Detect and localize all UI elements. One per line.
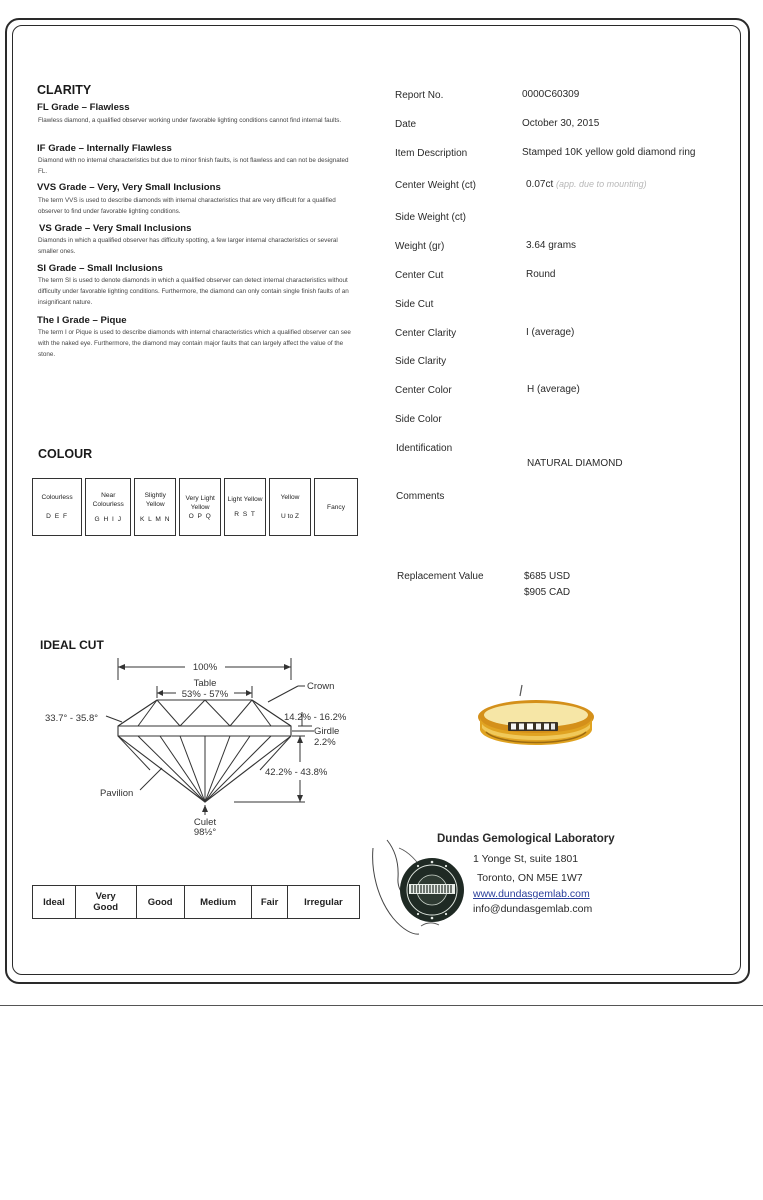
cut-cell-good: Good <box>136 886 184 919</box>
cut-cell-irregular: Irregular <box>287 886 359 919</box>
colour-scale-table <box>32 478 358 536</box>
identification-label: Identification <box>396 443 453 454</box>
side-color-label: Side Color <box>395 414 442 425</box>
diagram-table-range: 53% - 57% <box>181 689 229 700</box>
diagram-culet-value: 98½° <box>193 827 217 838</box>
colour-heading: COLOUR <box>38 447 93 461</box>
grade-vvs-title: VVS Grade – Very, Very Small Inclusions <box>37 182 221 193</box>
grade-if-title: IF Grade – Internally Flawless <box>37 143 172 154</box>
colour-cell-fancy: Fancy <box>315 479 358 536</box>
center-cut-value: Round <box>526 269 556 280</box>
replacement-value-usd: $685 USD <box>524 571 571 582</box>
grade-vs-text: Diamonds in which a qualified observer has difficulty spotting, a few larger internal characteristics or several smaller ones. <box>38 237 338 255</box>
grade-fl-title: FL Grade – Flawless <box>37 102 130 113</box>
grade-vvs-text: The term VVS is used to describe diamonds with internal characteristics that are very difficult for a qualified observer to find under favorable lighting conditions. <box>38 197 336 215</box>
lab-address-line2: Toronto, ON M5E 1W7 <box>477 872 583 884</box>
colour-cell-colourless: Colourless D E F <box>33 479 82 536</box>
diagram-pavilion-depth: 42.2% - 43.8% <box>265 767 328 778</box>
ideal-cut-heading: IDEAL CUT <box>40 638 104 652</box>
cut-cell-very-good: Very Good <box>75 886 136 919</box>
colour-cell-yellow: Yellow U to Z <box>270 479 311 536</box>
center-clarity-value: I (average) <box>526 327 575 338</box>
grade-si-title: SI Grade – Small Inclusions <box>37 263 163 274</box>
grade-i-text: The term I or Pique is used to describe diamonds with internal characteristics which a qualified observer can see with the naked eye. Furthermore, the diamond may contain major faults that can largely affect the value of the stone. <box>38 329 351 358</box>
clarity-heading: CLARITY <box>37 83 92 97</box>
colour-cell-near-colourless: Near Colourless G H I J <box>86 479 131 536</box>
item-description-value: Stamped 10K yellow gold diamond ring <box>522 147 696 158</box>
diagram-culet-label: Culet <box>193 817 217 828</box>
report-no-value: 0000C60309 <box>522 89 580 100</box>
diagram-width-label: 100% <box>192 662 218 673</box>
date-label: Date <box>395 119 417 130</box>
diagram-pavilion-label: Pavilion <box>100 788 134 799</box>
ring-photo <box>470 682 600 757</box>
center-clarity-label: Center Clarity <box>395 328 457 339</box>
grade-i-title: The I Grade – Pique <box>37 315 127 326</box>
comments-label: Comments <box>396 491 445 502</box>
identification-value: NATURAL DIAMOND <box>527 458 623 469</box>
grade-fl-text: Flawless diamond, a qualified observer working under favorable lighting conditions cannot find internal faults. <box>38 117 342 124</box>
lab-name: Dundas Gemological Laboratory <box>437 833 615 845</box>
center-color-value: H (average) <box>527 384 580 395</box>
weight-value: 3.64 grams <box>526 240 577 251</box>
center-cut-label: Center Cut <box>395 270 444 281</box>
cut-cell-medium: Medium <box>184 886 252 919</box>
cut-grade-table <box>32 885 360 919</box>
cut-cell-ideal: Ideal <box>33 886 76 919</box>
replacement-value-cad: $905 CAD <box>524 587 571 598</box>
side-weight-label: Side Weight (ct) <box>395 212 466 223</box>
colour-cell-very-light-yellow: Very Light Yellow O P Q <box>180 479 221 536</box>
colour-cell-light-yellow: Light Yellow R S T <box>225 479 266 536</box>
colour-cell-slightly-yellow: Slightly Yellow K L M N <box>135 479 176 536</box>
report-no-label: Report No. <box>395 90 444 101</box>
center-weight-note: (app. due to mounting) <box>556 179 647 189</box>
diagram-crown-height: 14.2% - 16.2% <box>284 712 347 723</box>
cut-cell-fair: Fair <box>252 886 287 919</box>
side-clarity-label: Side Clarity <box>395 356 447 367</box>
weight-label: Weight (gr) <box>395 241 445 252</box>
center-color-label: Center Color <box>395 385 452 396</box>
diagram-table-label: Table <box>193 678 217 689</box>
lab-website-link[interactable]: www.dundasgemlab.com <box>473 888 590 900</box>
center-weight-label: Center Weight (ct) <box>395 180 476 191</box>
date-value: October 30, 2015 <box>522 118 600 129</box>
replacement-value-label: Replacement Value <box>397 571 484 582</box>
lab-seal-stamp <box>398 856 466 924</box>
diagram-girdle-label: Girdle <box>314 726 340 737</box>
diagram-crown-angle: 33.7° - 35.8° <box>45 713 99 724</box>
side-cut-label: Side Cut <box>395 299 434 310</box>
lab-email[interactable]: info@dundasgemlab.com <box>473 903 593 915</box>
lab-address-line1: 1 Yonge St, suite 1801 <box>473 853 579 865</box>
item-description-label: Item Description <box>395 148 468 159</box>
ideal-cut-diagram <box>30 650 370 840</box>
grade-if-text: Diamond with no internal characteristics but due to minor finish faults, is not flawless and can not be designated FL. <box>38 157 349 175</box>
grade-si-text: The term SI is used to denote diamonds in which a qualified observer can detect internal characteristics without difficulty under favorable lighting conditions. Furthermore, the diamond can only contain single finish faults of an insignificant nature. <box>38 277 349 306</box>
center-weight-value: 0.07ct (app. due to mounting) <box>526 179 647 190</box>
grade-vs-title: VS Grade – Very Small Inclusions <box>39 223 192 234</box>
diagram-crown-label: Crown <box>307 681 335 692</box>
page-divider <box>0 1005 763 1006</box>
diagram-girdle-value: 2.2% <box>314 737 336 748</box>
